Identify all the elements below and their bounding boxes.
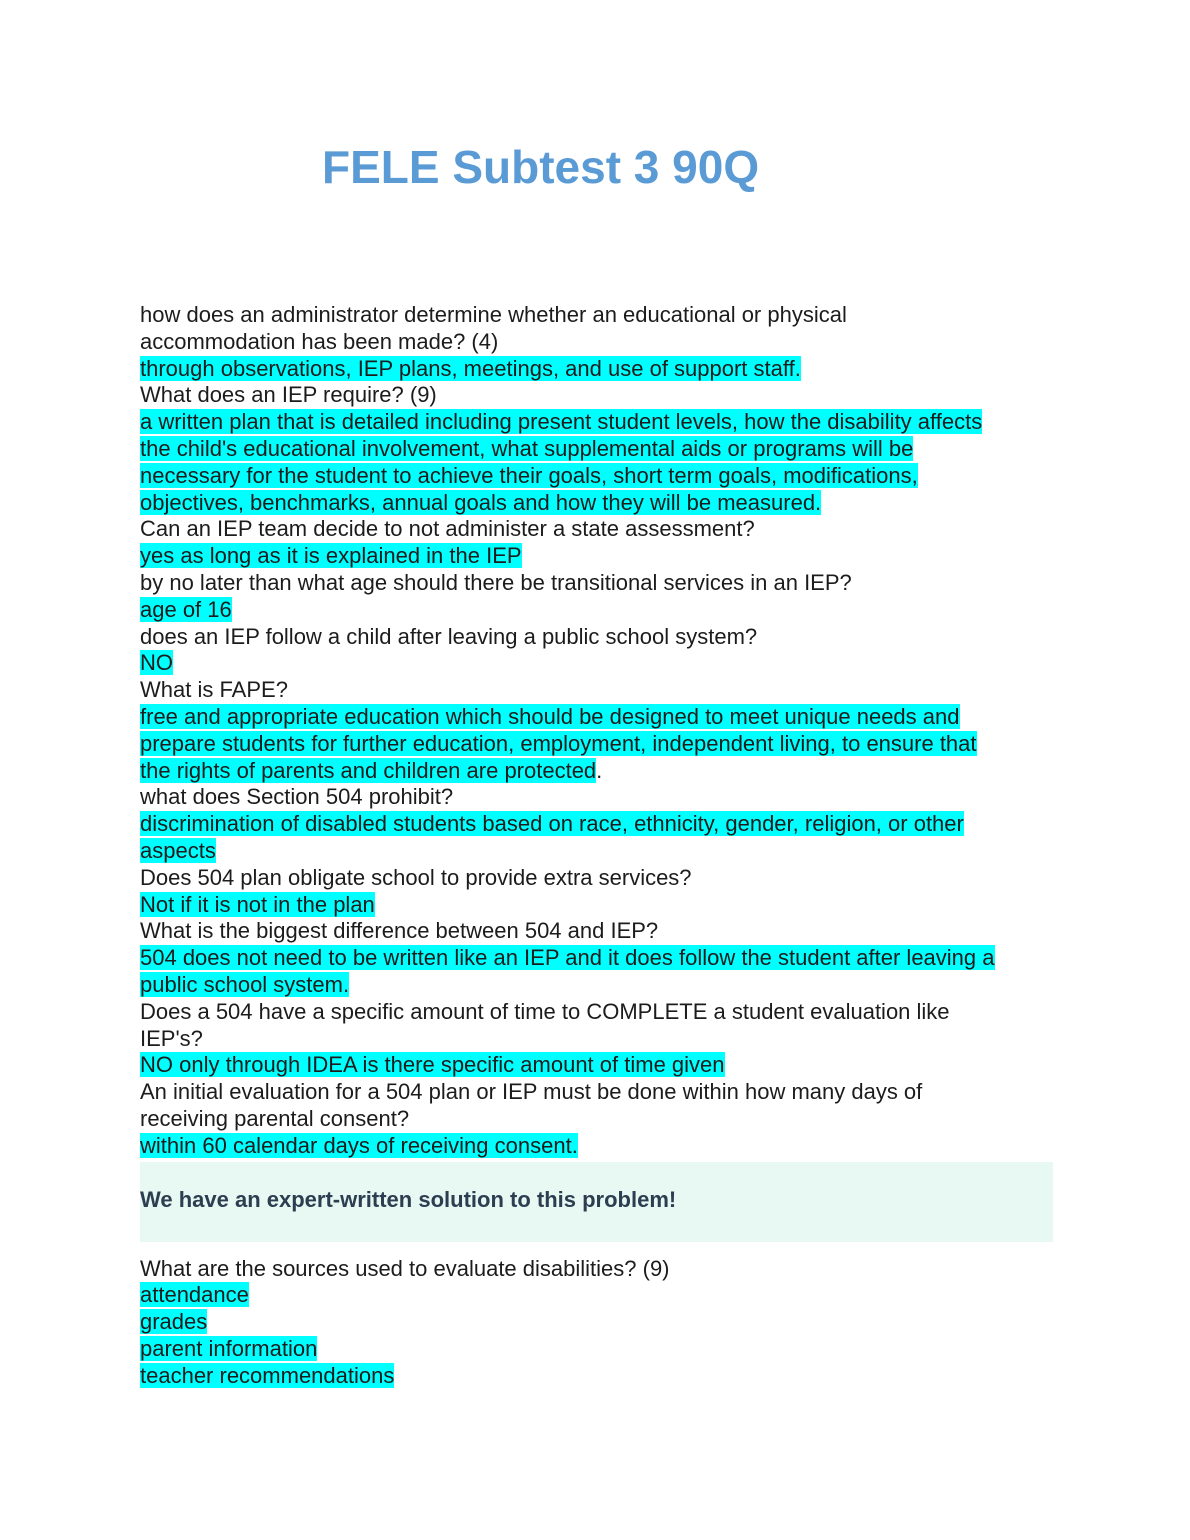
question-line: What does an IEP require? (9) [140, 382, 437, 408]
answer-line [140, 1363, 1055, 1390]
question-line: what does Section 504 prohibit? [140, 784, 454, 810]
answer-line [140, 1282, 1055, 1309]
answer-highlight: attendance [140, 1282, 249, 1308]
document-body [140, 302, 1055, 1389]
answer-highlight: discrimination of disabled students based on race, ethnicity, gender, religion, or other [140, 811, 964, 837]
answer-line [140, 811, 1055, 838]
answer-highlight: objectives, benchmarks, annual goals and how they will be measured. [140, 489, 822, 515]
question-line: IEP's? [140, 1025, 203, 1051]
qa-item [140, 382, 1055, 516]
answer-highlight: a written plan that is detailed including present student levels, how the disability affects [140, 409, 983, 435]
question-line: by no later than what age should there be transitional services in an IEP? [140, 569, 852, 595]
answer-highlight: prepare students for further education, employment, independent living, to ensure that [140, 730, 977, 756]
answer-highlight: the child's educational involvement, what supplemental aids or programs will be [140, 435, 914, 461]
answer-line [140, 650, 1055, 677]
question-line: Does 504 plan obligate school to provide extra services? [140, 864, 692, 890]
qa-item [140, 516, 1055, 570]
answer-line [140, 543, 1055, 570]
answer-line [140, 892, 1055, 919]
answer-highlight: teacher recommendations [140, 1362, 395, 1388]
answer-line [140, 945, 1055, 972]
answer-highlight: NO [140, 650, 173, 676]
answer-line [140, 1133, 1055, 1160]
answer-line [140, 972, 1055, 999]
answer-highlight: grades [140, 1309, 208, 1335]
qa-item [140, 677, 1055, 784]
question-line: What are the sources used to evaluate disabilities? (9) [140, 1255, 670, 1281]
answer-highlight: Not if it is not in the plan [140, 891, 375, 917]
answer-line [140, 838, 1055, 865]
answer-line [140, 409, 1055, 436]
answer-highlight: the rights of parents and children are protected [140, 757, 597, 783]
qa-list [140, 302, 1055, 1160]
qa-item [140, 1256, 1055, 1390]
answer-trailing-punctuation: . [596, 757, 603, 783]
answer-highlight: through observations, IEP plans, meetings, and use of support staff. [140, 355, 801, 381]
question-line: does an IEP follow a child after leaving a public school system? [140, 623, 758, 649]
qa-item [140, 918, 1055, 998]
answer-highlight: NO only through IDEA is there specific amount of time given [140, 1052, 725, 1078]
page-title: FELE Subtest 3 90Q [322, 141, 760, 193]
answer-line [140, 1336, 1055, 1363]
answer-highlight: necessary for the student to achieve their goals, short term goals, modifications, [140, 462, 918, 488]
question-line: Can an IEP team decide to not administer a state assessment? [140, 516, 755, 542]
answer-highlight: age of 16 [140, 596, 232, 622]
answer-line [140, 597, 1055, 624]
answer-highlight: 504 does not need to be written like an IEP and it does follow the student after leaving a [140, 945, 995, 971]
answer-line [140, 758, 1055, 785]
question-line: What is the biggest difference between 504 and IEP? [140, 918, 659, 944]
answer-highlight: public school system. [140, 971, 350, 997]
answer-line [140, 704, 1055, 731]
qa-list-continued [140, 1256, 1055, 1390]
question-line: receiving parental consent? [140, 1105, 410, 1131]
solution-callout [140, 1162, 1053, 1242]
answer-line [140, 1052, 1055, 1079]
answer-highlight: free and appropriate education which should be designed to meet unique needs and [140, 703, 960, 729]
answer-line [140, 731, 1055, 758]
question-line: accommodation has been made? (4) [140, 328, 499, 354]
qa-item [140, 302, 1055, 382]
qa-item [140, 865, 1055, 919]
answer-line [140, 356, 1055, 383]
answer-line [140, 463, 1055, 490]
qa-item [140, 1079, 1055, 1159]
qa-item [140, 624, 1055, 678]
answer-line [140, 436, 1055, 463]
qa-item [140, 570, 1055, 624]
answer-highlight: yes as long as it is explained in the IEP [140, 543, 522, 569]
answer-line [140, 490, 1055, 517]
solution-callout-text: We have an expert-written solution to this problem! [140, 1186, 677, 1212]
qa-item [140, 999, 1055, 1079]
question-line: What is FAPE? [140, 677, 288, 703]
question-line: An initial evaluation for a 504 plan or IEP must be done within how many days of [140, 1079, 923, 1105]
answer-highlight: aspects [140, 837, 216, 863]
answer-highlight: within 60 calendar days of receiving consent. [140, 1132, 578, 1158]
question-line: Does a 504 have a specific amount of time to COMPLETE a student evaluation like [140, 998, 950, 1024]
qa-item [140, 784, 1055, 864]
answer-highlight: parent information [140, 1335, 318, 1361]
answer-line [140, 1309, 1055, 1336]
question-line: how does an administrator determine whether an educational or physical [140, 302, 847, 327]
